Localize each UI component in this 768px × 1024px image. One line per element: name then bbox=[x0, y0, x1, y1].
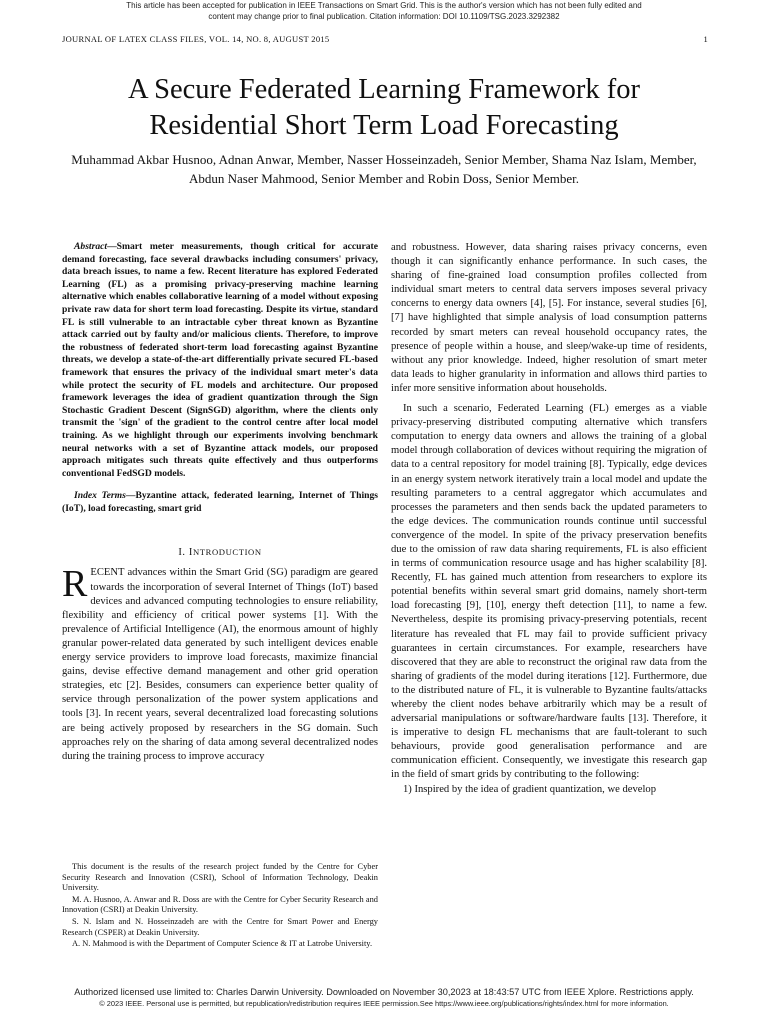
body-paragraph-2: In such a scenario, Federated Learning (FL) emerges as a viable privacy-preserving distributed computing alternative which transfers computation to energy data owners and allows the training of a global model through collaboration of devices without requiring the migration of data to a central repository for model training [8]. Typically, edge devices in an energy system network iteratively train a local model and update the resulting parameters to a central aggregator which accumulates and processes the parameters and then sends back the updated parameters to the edge devices. The communication rounds continue until successful convergence of the model. In spite of the privacy preservation benefits due to the omission of raw data sharing requirements, FL is also efficient in terms of communication resource usage and has higher scalability [8]. Recently, FL has gained much attention from researchers to explore its potential benefits within several smart grid domains, namely short-term load forecasting [9], [10], energy theft detection [11], to name a few. Nevertheless, despite its promising privacy-preserving potentials, recent literature has revealed that FL may fail to provide sufficient privacy guarantees in certain circumstances. For example, researchers have discovered that they are able to reconstruct the original raw data from the sharing of gradients of the model during iterations [12]. Furthermore, due to the distributed nature of FL, it is vulnerable to Byzantine faults/attacks whereby the client nodes behave arbitrarily which may be a result of adversarial manipulations or software/hardware faults [13]. Therefore, it is imperative to design FL mechanisms that are fault-tolerant to such behaviours, provide good generalisation performance and are communication efficient. Consequently, we investigate this research gap in the field of smart grids by contributing to the following: bbox=[391, 403, 707, 781]
contribution-list-item-1: 1) Inspired by the idea of gradient quantization, we develop bbox=[403, 783, 656, 795]
right-column bbox=[391, 241, 707, 797]
drop-cap: R bbox=[62, 563, 88, 606]
title-line-2: Residential Short Term Load Forecasting bbox=[149, 110, 619, 141]
section-numeral: I. bbox=[178, 547, 186, 559]
footnote-affiliation-1: M. A. Husnoo, A. Anwar and R. Doss are with the Centre for Cyber Security Research and Innovation (CSRI) at Deakin University. bbox=[62, 894, 378, 915]
index-terms bbox=[62, 490, 378, 515]
index-terms-label: Index Terms bbox=[74, 490, 126, 502]
footnotes bbox=[62, 862, 378, 951]
author-list: Muhammad Akbar Husnoo, Adnan Anwar, Member, Nasser Hosseinzadeh, Senior Member, Shama Naz Islam, Member, Abdun Naser Mahmood, Senior Member and Robin Doss, Senior Member. bbox=[71, 152, 697, 186]
running-head bbox=[62, 34, 708, 44]
body-paragraph-1: and robustness. However, data sharing raises privacy concerns, even though it can significantly enhance performance. In such cases, the sharing of fine-grained load consumption profiles collected from individual smart meters to central data servers imposes several privacy concerns to energy data owners [4], [5]. For instance, several studies [6], [7] have highlighted that simple analysis of load consumption patterns recorded by smart meters can reveal household occupancy rates, the presence of people within a house, and sleep/wake-up time of residents, without any prior knowledge. Indeed, higher resolution of smart meter data leads to higher granularity in information and allows third parties to infer more sensitive information about households. bbox=[391, 242, 707, 394]
banner-line-2: content may change prior to final publication. Citation information: DOI 10.1109/TSG.2023.3292382 bbox=[208, 12, 560, 21]
section-title-initial: I bbox=[188, 547, 193, 559]
footnote-funding: This document is the results of the research project funded by the Centre for Cyber Security Research and Innovation (CSRI), School of Information Technology, Deakin University. bbox=[62, 862, 378, 893]
abstract-label: Abstract bbox=[74, 241, 108, 252]
copyright-notice: © 2023 IEEE. Personal use is permitted, but republication/redistribution requires IEEE permission.See https://www.ieee.org/publications/rights/index.html for more information. bbox=[99, 999, 669, 1008]
footnote-affiliation-2: S. N. Islam and N. Hosseinzadeh are with the Centre for Smart Power and Energy Research (CSPER) at Deakin University. bbox=[62, 916, 378, 937]
left-column bbox=[62, 241, 378, 764]
title-line-1: A Secure Federated Learning Framework for bbox=[127, 74, 640, 105]
footnote-affiliation-3: A. N. Mahmood is with the Department of Computer Science & IT at Latrobe University. bbox=[72, 939, 373, 949]
paper-title bbox=[40, 72, 728, 144]
intro-paragraph bbox=[62, 563, 378, 763]
journal-name: JOURNAL OF LATEX CLASS FILES, VOL. 14, NO. 8, AUGUST 2015 bbox=[62, 34, 330, 44]
section-title-rest: NTRODUCTION bbox=[193, 547, 262, 558]
intro-text: ECENT advances within the Smart Grid (SG) paradigm are geared towards the incorporation of several Internet of Things (IoT) based devices and advanced computing technologies to ensure reliability, flexibility and efficiency of critical power systems [1]. With the prevalence of Artificial Intelligence (AI), the enormous amount of highly granular power-related data generated by such intelligent devices enable energy service providers to improve load forecasts, maximize financial gains, devise effective demand management and other grid operation strategies, etc [2]. Besides, consumers can experience better quality of service through personalization of the power system applications and tools [3]. In recent years, several decentralized load forecasting solutions are being actively proposed by researchers in the SG domain. Such approaches rely on the sharing of data among several decentralized nodes during the training process to improve accuracy bbox=[62, 567, 378, 762]
index-terms-text: —Byzantine attack, federated learning, Internet of Things (IoT), load forecasting, smart grid bbox=[62, 490, 378, 514]
abstract-text: —Smart meter measurements, though critical for accurate demand forecasting, face several drawbacks including consumers' privacy, data breach issues, to name a few. Recent literature has explored Federated Learning (FL) as a promising privacy-preserving machine learning alternative which enables collaborative learning of a model without exposing private raw data for short term load forecasting. Despite its virtue, standard FL is still vulnerable to an intractable cyber threat known as Byzantine attack carried out by faulty and/or malicious clients. Therefore, to improve the robustness of federated short-term load forecasting against Byzantine threats, we develop a state-of-the-art differentially private secured FL-based framework that ensures the privacy of the individual smart meter's data while protect the security of FL models and architecture. Our proposed framework leverages the idea of gradient quantization through the Sign Stochastic Gradient Descent (SignSGD) algorithm, where the clients only transmit the 'sign' of the gradient to the control centre after local model training. As we highlight through our experiments involving benchmark neural networks with a set of Byzantine attack models, our proposed approach mitigates such threats quite effectively and thus outperforms conventional FedSGD models. bbox=[62, 241, 378, 479]
section-heading-introduction bbox=[62, 545, 378, 560]
page-number: 1 bbox=[703, 34, 708, 44]
license-notice: Authorized licensed use limited to: Charles Darwin University. Downloaded on November 30,2023 at 18:43:57 UTC from IEEE Xplore. Restrictions apply. bbox=[74, 987, 694, 997]
banner-line-1: This article has been accepted for publication in IEEE Transactions on Smart Grid. This is the author's version which has not been fully edited and bbox=[126, 1, 642, 10]
abstract bbox=[62, 241, 378, 480]
publication-notice-banner bbox=[0, 0, 768, 22]
